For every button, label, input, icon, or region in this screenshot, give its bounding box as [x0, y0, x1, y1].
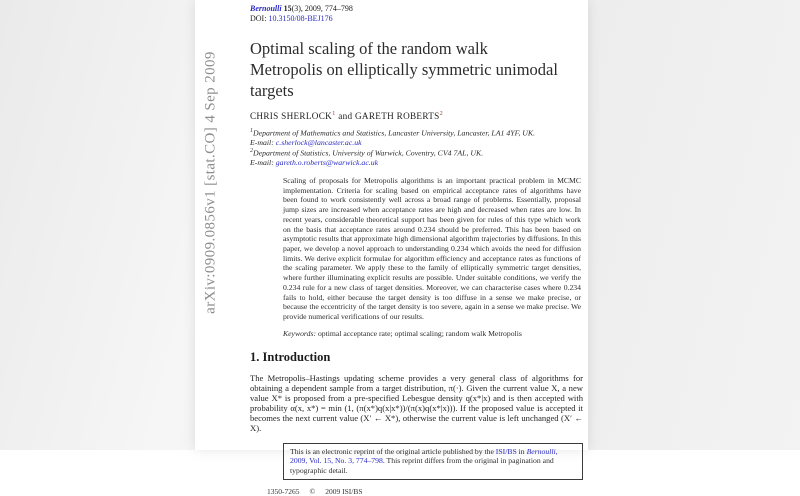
journal-issue-pages: (3), 2009, 774–798	[291, 4, 353, 13]
copyright-symbol: ©	[309, 487, 316, 496]
page-content	[195, 0, 588, 496]
journal-header	[250, 4, 583, 14]
affiliation-1-email-line	[250, 138, 583, 147]
authors-line	[250, 110, 583, 121]
affiliation-2-dept: Department of Statistics, University of Warwick, Coventry, CV4 7AL, UK.	[253, 148, 484, 158]
email-label-2: E-mail:	[250, 157, 276, 167]
paper-title	[250, 38, 583, 101]
author-footnote-mark-2[interactable]: 2	[439, 110, 444, 117]
affiliation-2-mark: 2	[250, 148, 253, 155]
doi-line	[250, 14, 583, 24]
doi-link[interactable]: 10.3150/08-BEJ176	[268, 13, 333, 23]
keywords-line	[283, 329, 581, 338]
affiliation-1-dept: Department of Mathematics and Statistics, Lancaster University, Lancaster, LA1 4YF, UK.	[253, 128, 536, 138]
keywords-list: optimal acceptance rate; optimal scaling; random walk Metropolis	[316, 328, 522, 338]
issn: 1350-7265	[267, 487, 300, 496]
email-link-1[interactable]: c.sherlock@lancaster.ac.uk	[275, 137, 362, 147]
issue-link[interactable]: 2009, Vol. 15, No. 3, 774–798	[290, 456, 383, 466]
title-line-3: targets	[250, 81, 294, 100]
arxiv-stamp: arXiv:0909.0856v1 [stat.CO] 4 Sep 2009	[202, 51, 219, 314]
journal-link[interactable]: Bernoulli,	[526, 446, 558, 456]
reprint-notice-box	[283, 443, 583, 480]
title-line-2: Metropolis on elliptically symmetric unimodal	[250, 60, 558, 79]
author-footnote-mark-1[interactable]: 1	[332, 110, 336, 117]
paper-page	[195, 0, 588, 496]
affiliations	[250, 127, 583, 167]
affiliation-1-mark: 1	[250, 128, 253, 135]
reprint-text-1: This is an electronic reprint of the original article published by the	[290, 446, 496, 456]
author-name-1: CHRIS SHERLOCK	[250, 111, 333, 122]
section-number: 1.	[250, 349, 260, 364]
affiliation-1	[250, 127, 583, 138]
section-title: Introduction	[262, 349, 331, 364]
journal-name-link[interactable]: Bernoulli	[250, 4, 282, 13]
isibs-link[interactable]: ISI/BS	[495, 446, 517, 456]
publisher: 2009 ISI/BS	[325, 487, 363, 496]
abstract-text: Scaling of proposals for Metropolis algorithms is an important practical problem in MCMC implementation. Criteria for scaling based on empirical acceptance rates of algorithms have been found to work consistently well across a broad range of problems. Essentially, proposal jump sizes are increased when acceptance rates are high and decreased when rates are low. In recent years, considerable theoretical support has been given for rules of this type which work on the basis that acceptance rates around 0.234 should be preferred. This has been based on asymptotic results that approximate high dimensional algorithm trajectories by diffusions. In this paper, we develop a novel approach to understanding 0.234 which avoids the need for diffusion limits. We derive explicit formulae for algorithm efficiency and acceptance rates as functions of the scaling parameter. We apply these to the family of elliptically symmetric target densities, where further illuminating explicit results are possible. Under suitable conditions, we verify the 0.234 rule for a new class of target densities. Moreover, we can characterise cases where 0.234 fails to hold, either because the target density is too diffuse in a sense we make precise, or because the eccentricity of the target density is too severe, again in a sense we make precise. We provide numerical verifications of our results.	[283, 176, 581, 321]
affiliation-2	[250, 147, 583, 158]
section-heading-introduction	[250, 350, 583, 365]
journal-volume: 15	[281, 4, 292, 13]
page-footer	[267, 487, 583, 496]
intro-paragraph: The Metropolis–Hastings updating scheme provides a very general class of algorithms for obtaining a dependent sample from a target distribution, π(·). Given the current value X, a new value X* is proposed from a pre-specified Lebesgue density q(x*|x) and is then accepted with probability α(x, x*) = min (1, (π(x*)q(x|x*))/(π(x)q(x*|x))). If the proposed value is accepted it becomes the next current value (X′ ← X*), otherwise the current value is left unchanged (X′ ← X).	[250, 372, 583, 433]
reprint-text-2: in	[516, 446, 527, 456]
affiliation-2-email-line	[250, 158, 583, 167]
reprint-text-4: . This reprint differs from the original in pagination and typographic detail.	[290, 456, 554, 476]
title-line-1: Optimal scaling of the random walk	[250, 39, 488, 58]
keywords-label: Keywords:	[283, 328, 317, 338]
author-name-2: GARETH ROBERTS	[354, 111, 440, 122]
email-label-1: E-mail:	[250, 137, 276, 147]
authors-separator: and	[335, 111, 355, 122]
email-link-2[interactable]: gareth.o.roberts@warwick.ac.uk	[275, 157, 379, 167]
doi-label: DOI:	[250, 13, 269, 23]
